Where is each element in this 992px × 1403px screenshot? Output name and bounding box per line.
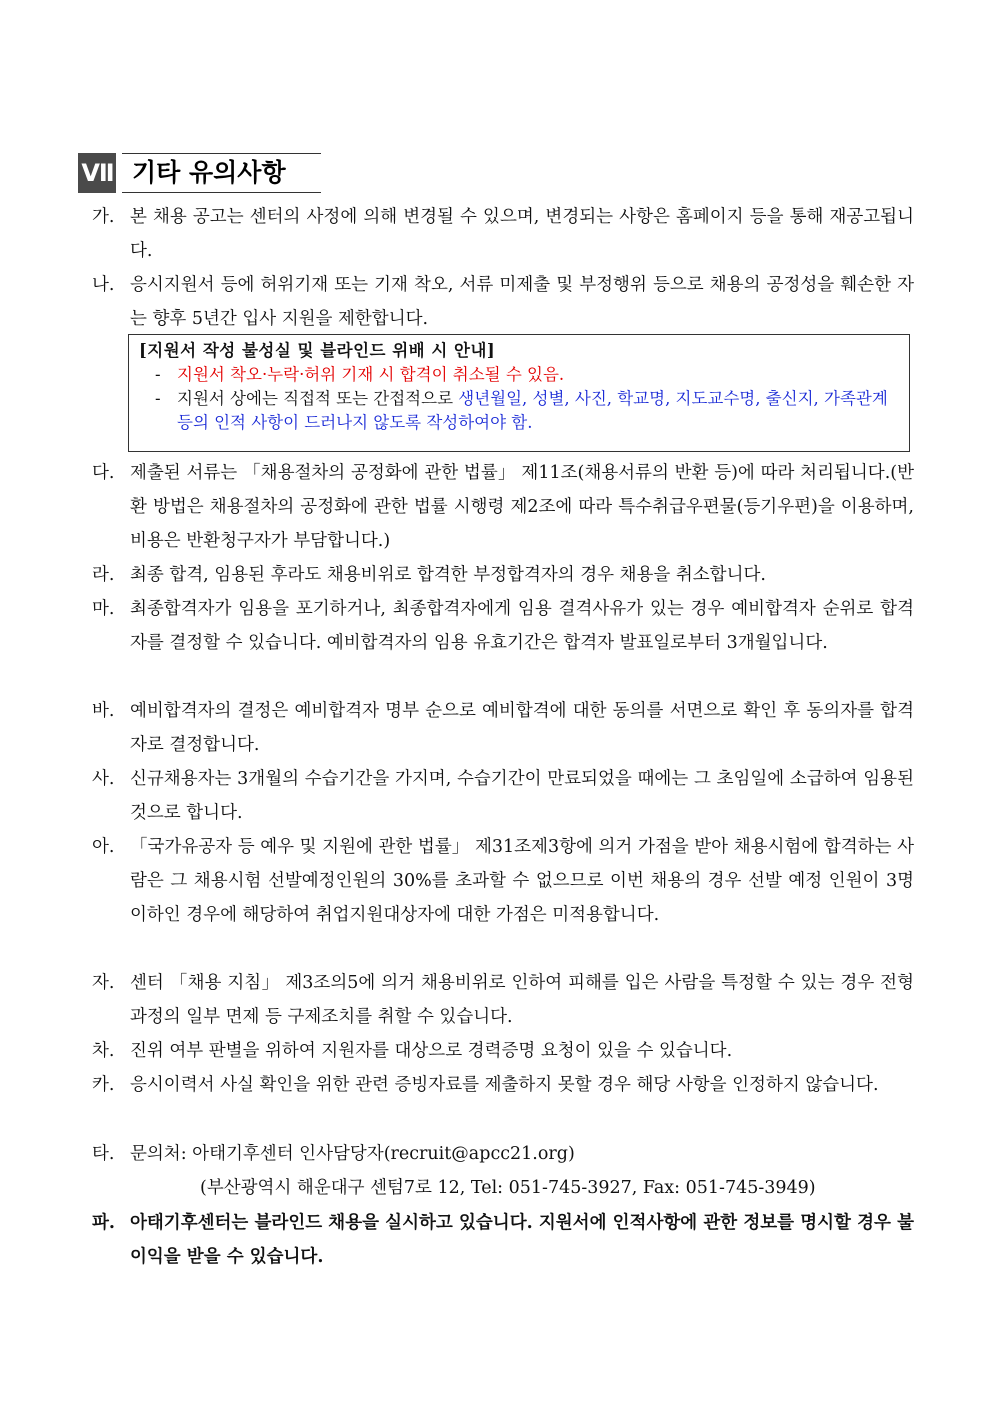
item-marker: 가. xyxy=(92,207,115,227)
item-marker: 나. xyxy=(92,275,115,295)
item-marker: 바. xyxy=(92,701,115,721)
list-item xyxy=(92,1034,914,1068)
item-marker: 자. xyxy=(92,973,115,993)
item-marker: 타. xyxy=(92,1144,115,1164)
list-item xyxy=(92,592,914,660)
item-text: 제출된 서류는 「채용절차의 공정화에 관한 법률」 제11조(채용서류의 반환 등)에 따라 처리됩니다.(반환 방법은 채용절차의 공정화에 관한 법률 시행령 제2조에 따라 특수취급우편물(등기우편)을 이용하며, 비용은 반환청구자가 부담합니다.) xyxy=(130,463,914,551)
item-text: 최종 합격, 임용된 후라도 채용비위로 합격한 부정합격자의 경우 채용을 취소합니다. xyxy=(130,565,766,585)
list-item xyxy=(92,456,914,558)
item-text: 진위 여부 판별을 위하여 지원자를 대상으로 경력증명 요청이 있을 수 있습니다. xyxy=(130,1041,733,1061)
item-text: 센터 「채용 지침」 제3조의5에 의거 채용비위로 인하여 피해를 입은 사람을 특정할 수 있는 경우 전형 과정의 일부 면제 등 구제조치를 취할 수 있습니다. xyxy=(130,973,914,1027)
item-marker: 라. xyxy=(92,565,115,585)
list-item xyxy=(92,1137,914,1171)
list-item xyxy=(92,830,914,932)
list-item xyxy=(92,694,914,762)
item-marker: 마. xyxy=(92,599,115,619)
item-text: 신규채용자는 3개월의 수습기간을 가지며, 수습기간이 만료되었을 때에는 그 초임일에 소급하여 임용된 것으로 합니다. xyxy=(130,769,914,823)
item-marker: 카. xyxy=(92,1075,115,1095)
list-item xyxy=(92,268,914,336)
section-header xyxy=(78,153,321,193)
item-marker: 차. xyxy=(92,1041,115,1061)
notice-line-1 xyxy=(139,363,899,387)
notice-dash: - xyxy=(155,389,161,408)
list-item xyxy=(92,1068,914,1102)
item-marker: 파. xyxy=(92,1213,115,1233)
notice-warning-text: 지원서 착오·누락·허위 기재 시 합격이 취소될 수 있음. xyxy=(177,365,565,384)
notice-title: [지원서 작성 불성실 및 블라인드 위배 시 안내] xyxy=(139,341,496,360)
notice-personal-info-text: 생년월일, 성별, 사진, 학교명, 지도교수명, 출신지, 가족관계 등의 인적 사항이 드러나지 않도록 작성하여야 함. xyxy=(177,389,888,432)
item-marker: 다. xyxy=(92,463,115,483)
notice-line-2 xyxy=(139,387,899,435)
item-text: 최종합격자가 임용을 포기하거나, 최종합격자에게 임용 결격사유가 있는 경우 예비합격자 순위로 합격자를 결정할 수 있습니다. 예비합격자의 임용 유효기간은 합격자 발표일로부터 3개월입니다. xyxy=(130,599,914,653)
header-rule-bottom xyxy=(122,192,321,193)
item-text: 응시이력서 사실 확인을 위한 관련 증빙자료를 제출하지 못할 경우 해당 사항을 인정하지 않습니다. xyxy=(130,1075,879,1095)
contact-address: (부산광역시 해운대구 센텀7로 12, Tel: 051-745-3927, Fax: 051-745-3949) xyxy=(200,1178,816,1198)
list-item xyxy=(92,966,914,1034)
list-item xyxy=(92,1206,914,1274)
item-marker: 사. xyxy=(92,769,115,789)
item-text: 응시지원서 등에 허위기재 또는 기재 착오, 서류 미제출 및 부정행위 등으로 채용의 공정성을 훼손한 자는 향후 5년간 입사 지원을 제한합니다. xyxy=(130,275,914,329)
blind-recruitment-notice-box xyxy=(128,334,910,452)
item-text: 아태기후센터는 블라인드 채용을 실시하고 있습니다. 지원서에 인적사항에 관한 정보를 명시할 경우 불이익을 받을 수 있습니다. xyxy=(130,1213,914,1267)
section-numeral: Ⅶ xyxy=(78,153,116,193)
contact-text: 문의처: 아태기후센터 인사담당자(recruit@apcc21.org) xyxy=(130,1144,575,1164)
item-text: 예비합격자의 결정은 예비합격자 명부 순으로 예비합격에 대한 동의를 서면으로 확인 후 동의자를 합격자로 결정합니다. xyxy=(130,701,914,755)
list-item xyxy=(92,200,914,268)
notice-dash: - xyxy=(155,365,161,384)
item-marker: 아. xyxy=(92,837,115,857)
list-item xyxy=(92,762,914,830)
item-text: 본 채용 공고는 센터의 사정에 의해 변경될 수 있으며, 변경되는 사항은 홈페이지 등을 통해 재공고됩니다. xyxy=(130,207,914,261)
item-text: 「국가유공자 등 예우 및 지원에 관한 법률」 제31조제3항에 의거 가점을 받아 채용시험에 합격하는 사람은 그 채용시험 선발예정인원의 30%를 초과할 수 없으므로 이번 채용의 경우 선발 예정 인원이 3명 이하인 경우에 해당하여 취업지원대상자에 대한 가점은 미적용합니다. xyxy=(130,837,914,925)
list-item xyxy=(92,558,914,592)
section-title: 기타 유의사항 xyxy=(132,158,286,187)
notice-line-2-prefix: 지원서 상에는 직접적 또는 간접적으로 xyxy=(177,389,454,408)
